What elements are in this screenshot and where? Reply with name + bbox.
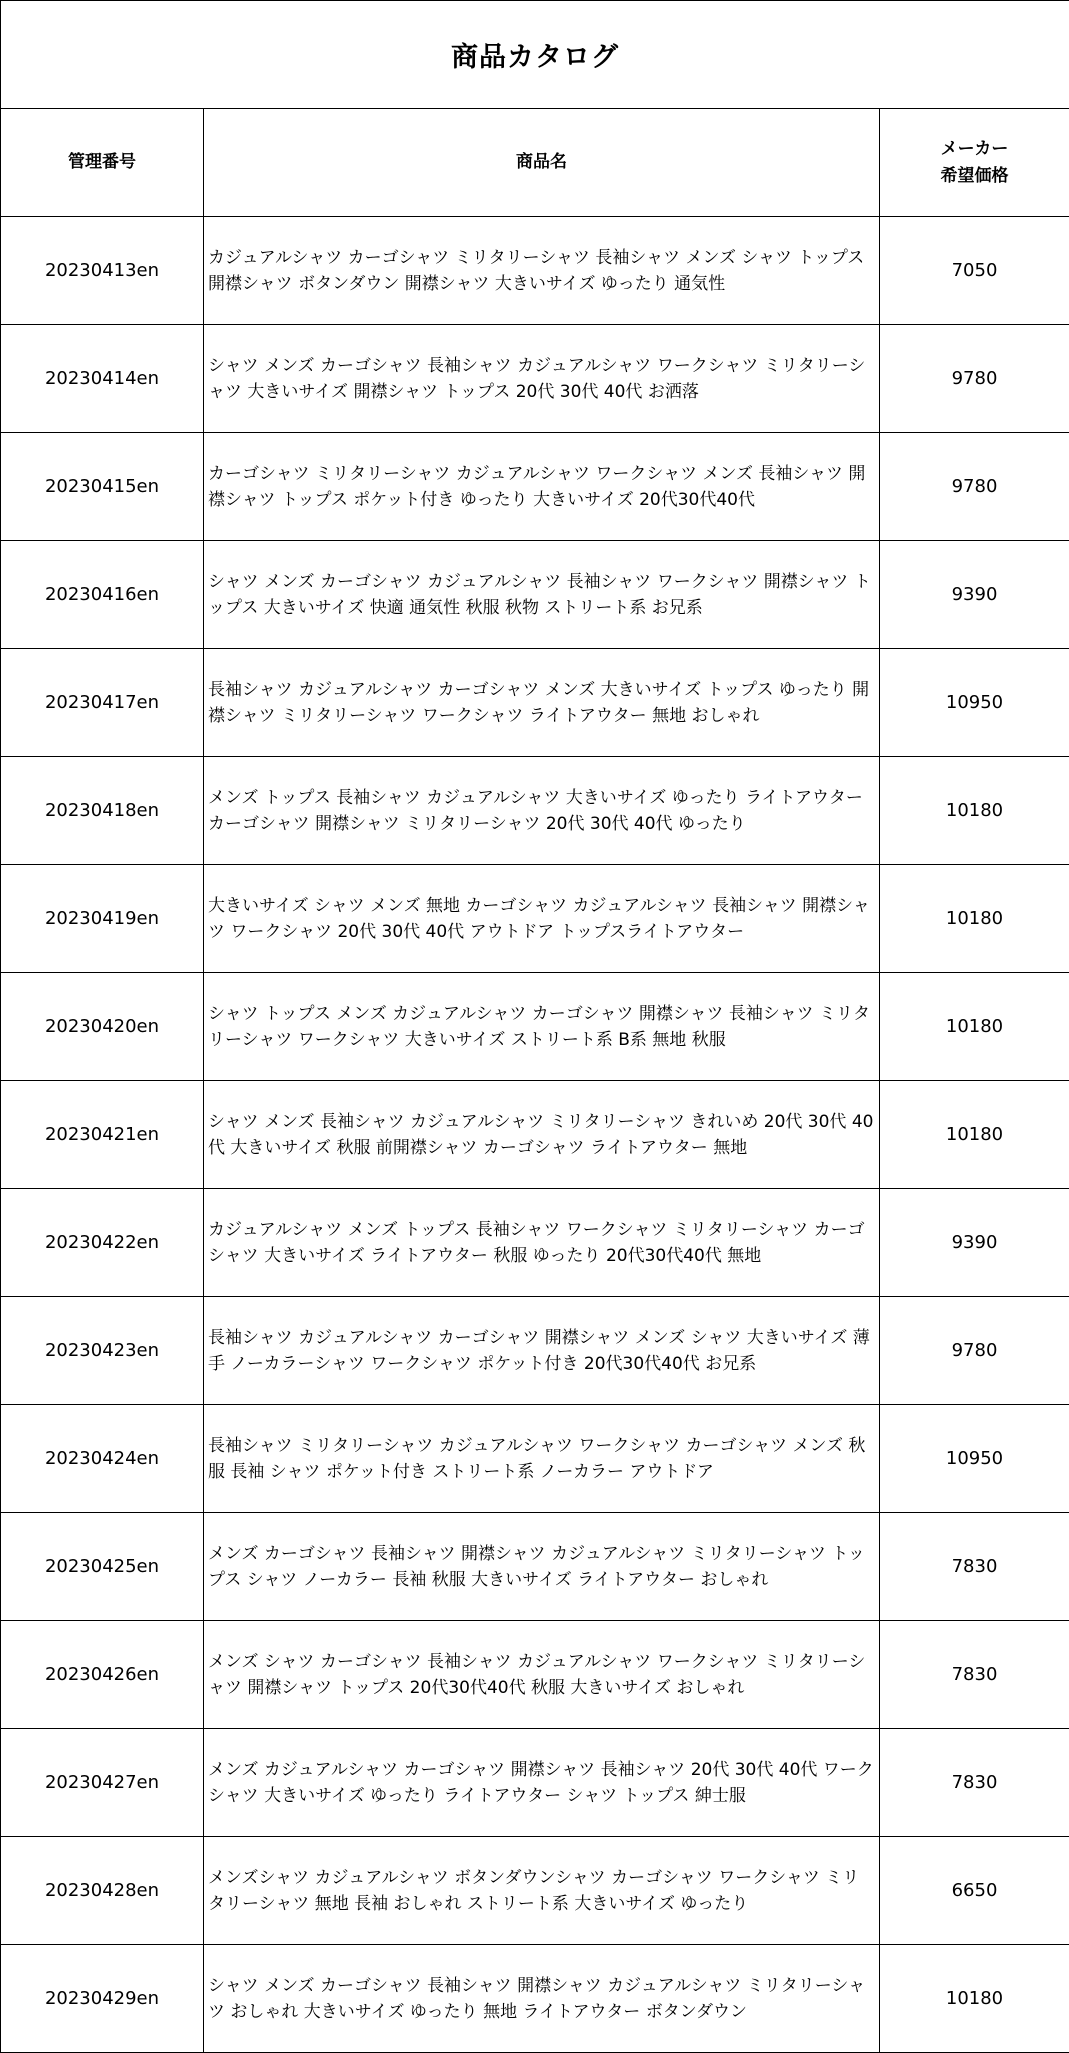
product-name-cell: シャツ メンズ カーゴシャツ 長袖シャツ 開襟シャツ カジュアルシャツ ミリタリーシャツ おしゃれ 大きいサイズ ゆったり 無地 ライトアウター ボタンダウン	[204, 1945, 880, 2053]
table-row	[1, 1189, 1069, 1297]
table-row	[1, 1729, 1069, 1837]
header-price-line2: 希望価格	[940, 165, 1009, 186]
product-price-cell: 9780	[880, 433, 1069, 541]
product-id-cell: 20230415en	[1, 433, 204, 541]
product-name-cell: シャツ トップス メンズ カジュアルシャツ カーゴシャツ 開襟シャツ 長袖シャツ ミリタリーシャツ ワークシャツ 大きいサイズ ストリート系 B系 無地 秋服	[204, 973, 880, 1081]
product-name-cell: カジュアルシャツ メンズ トップス 長袖シャツ ワークシャツ ミリタリーシャツ カーゴシャツ 大きいサイズ ライトアウター 秋服 ゆったり 20代30代40代 無地	[204, 1189, 880, 1297]
product-id-cell: 20230418en	[1, 757, 204, 865]
header-price	[880, 109, 1069, 217]
product-name-cell: シャツ メンズ カーゴシャツ カジュアルシャツ 長袖シャツ ワークシャツ 開襟シャツ トップス 大きいサイズ 快適 通気性 秋服 秋物 ストリート系 お兄系	[204, 541, 880, 649]
table-row	[1, 1297, 1069, 1405]
product-price-cell: 6650	[880, 1837, 1069, 1945]
product-id-cell: 20230420en	[1, 973, 204, 1081]
header-price-line1: メーカー	[940, 138, 1009, 159]
table-row	[1, 1621, 1069, 1729]
table-row	[1, 973, 1069, 1081]
product-price-cell: 10180	[880, 1945, 1069, 2053]
product-name-cell: メンズシャツ カジュアルシャツ ボタンダウンシャツ カーゴシャツ ワークシャツ ミリタリーシャツ 無地 長袖 おしゃれ ストリート系 大きいサイズ ゆったり	[204, 1837, 880, 1945]
product-name-cell: カーゴシャツ ミリタリーシャツ カジュアルシャツ ワークシャツ メンズ 長袖シャツ 開襟シャツ トップス ポケット付き ゆったり 大きいサイズ 20代30代40代	[204, 433, 880, 541]
product-price-cell: 10180	[880, 1081, 1069, 1189]
table-row	[1, 541, 1069, 649]
catalog-title: 商品カタログ	[1, 1, 1069, 109]
table-row	[1, 1081, 1069, 1189]
product-price-cell: 7830	[880, 1729, 1069, 1837]
product-price-cell: 10950	[880, 649, 1069, 757]
table-row	[1, 1837, 1069, 1945]
product-price-cell: 9390	[880, 1189, 1069, 1297]
product-name-cell: 大きいサイズ シャツ メンズ 無地 カーゴシャツ カジュアルシャツ 長袖シャツ 開襟シャツ ワークシャツ 20代 30代 40代 アウトドア トップスライトアウター	[204, 865, 880, 973]
product-id-cell: 20230414en	[1, 325, 204, 433]
product-name-cell: メンズ トップス 長袖シャツ カジュアルシャツ 大きいサイズ ゆったり ライトアウター カーゴシャツ 開襟シャツ ミリタリーシャツ 20代 30代 40代 ゆったり	[204, 757, 880, 865]
header-row	[1, 109, 1069, 217]
product-name-cell: 長袖シャツ ミリタリーシャツ カジュアルシャツ ワークシャツ カーゴシャツ メンズ 秋服 長袖 シャツ ポケット付き ストリート系 ノーカラー アウトドア	[204, 1405, 880, 1513]
table-row	[1, 1513, 1069, 1621]
product-price-cell: 10180	[880, 757, 1069, 865]
product-name-cell: メンズ カジュアルシャツ カーゴシャツ 開襟シャツ 長袖シャツ 20代 30代 40代 ワークシャツ 大きいサイズ ゆったり ライトアウター シャツ トップス 紳士服	[204, 1729, 880, 1837]
table-row	[1, 649, 1069, 757]
table-row	[1, 757, 1069, 865]
table-row	[1, 325, 1069, 433]
product-id-cell: 20230422en	[1, 1189, 204, 1297]
product-id-cell: 20230425en	[1, 1513, 204, 1621]
product-name-cell: カジュアルシャツ カーゴシャツ ミリタリーシャツ 長袖シャツ メンズ シャツ トップス 開襟シャツ ボタンダウン 開襟シャツ 大きいサイズ ゆったり 通気性	[204, 217, 880, 325]
header-id: 管理番号	[1, 109, 204, 217]
product-price-cell: 10950	[880, 1405, 1069, 1513]
product-id-cell: 20230421en	[1, 1081, 204, 1189]
product-id-cell: 20230424en	[1, 1405, 204, 1513]
product-name-cell: 長袖シャツ カジュアルシャツ カーゴシャツ 開襟シャツ メンズ シャツ 大きいサイズ 薄手 ノーカラーシャツ ワークシャツ ポケット付き 20代30代40代 お兄系	[204, 1297, 880, 1405]
table-row	[1, 217, 1069, 325]
product-name-cell: シャツ メンズ 長袖シャツ カジュアルシャツ ミリタリーシャツ きれいめ 20代 30代 40代 大きいサイズ 秋服 前開襟シャツ カーゴシャツ ライトアウター 無地	[204, 1081, 880, 1189]
product-name-cell: メンズ カーゴシャツ 長袖シャツ 開襟シャツ カジュアルシャツ ミリタリーシャツ トップス シャツ ノーカラー 長袖 秋服 大きいサイズ ライトアウター おしゃれ	[204, 1513, 880, 1621]
product-price-cell: 9390	[880, 541, 1069, 649]
product-id-cell: 20230423en	[1, 1297, 204, 1405]
product-price-cell: 10180	[880, 973, 1069, 1081]
product-price-cell: 7830	[880, 1621, 1069, 1729]
product-id-cell: 20230427en	[1, 1729, 204, 1837]
product-id-cell: 20230416en	[1, 541, 204, 649]
table-row	[1, 1405, 1069, 1513]
product-id-cell: 20230417en	[1, 649, 204, 757]
product-id-cell: 20230413en	[1, 217, 204, 325]
title-row	[1, 1, 1069, 109]
product-id-cell: 20230428en	[1, 1837, 204, 1945]
table-row	[1, 1945, 1069, 2053]
product-price-cell: 7050	[880, 217, 1069, 325]
product-name-cell: シャツ メンズ カーゴシャツ 長袖シャツ カジュアルシャツ ワークシャツ ミリタリーシャツ 大きいサイズ 開襟シャツ トップス 20代 30代 40代 お洒落	[204, 325, 880, 433]
product-price-cell: 9780	[880, 325, 1069, 433]
product-price-cell: 10180	[880, 865, 1069, 973]
product-name-cell: 長袖シャツ カジュアルシャツ カーゴシャツ メンズ 大きいサイズ トップス ゆったり 開襟シャツ ミリタリーシャツ ワークシャツ ライトアウター 無地 おしゃれ	[204, 649, 880, 757]
table-row	[1, 433, 1069, 541]
product-name-cell: メンズ シャツ カーゴシャツ 長袖シャツ カジュアルシャツ ワークシャツ ミリタリーシャツ 開襟シャツ トップス 20代30代40代 秋服 大きいサイズ おしゃれ	[204, 1621, 880, 1729]
product-id-cell: 20230426en	[1, 1621, 204, 1729]
product-id-cell: 20230429en	[1, 1945, 204, 2053]
product-id-cell: 20230419en	[1, 865, 204, 973]
table-row	[1, 865, 1069, 973]
header-name: 商品名	[204, 109, 880, 217]
product-price-cell: 7830	[880, 1513, 1069, 1621]
product-price-cell: 9780	[880, 1297, 1069, 1405]
